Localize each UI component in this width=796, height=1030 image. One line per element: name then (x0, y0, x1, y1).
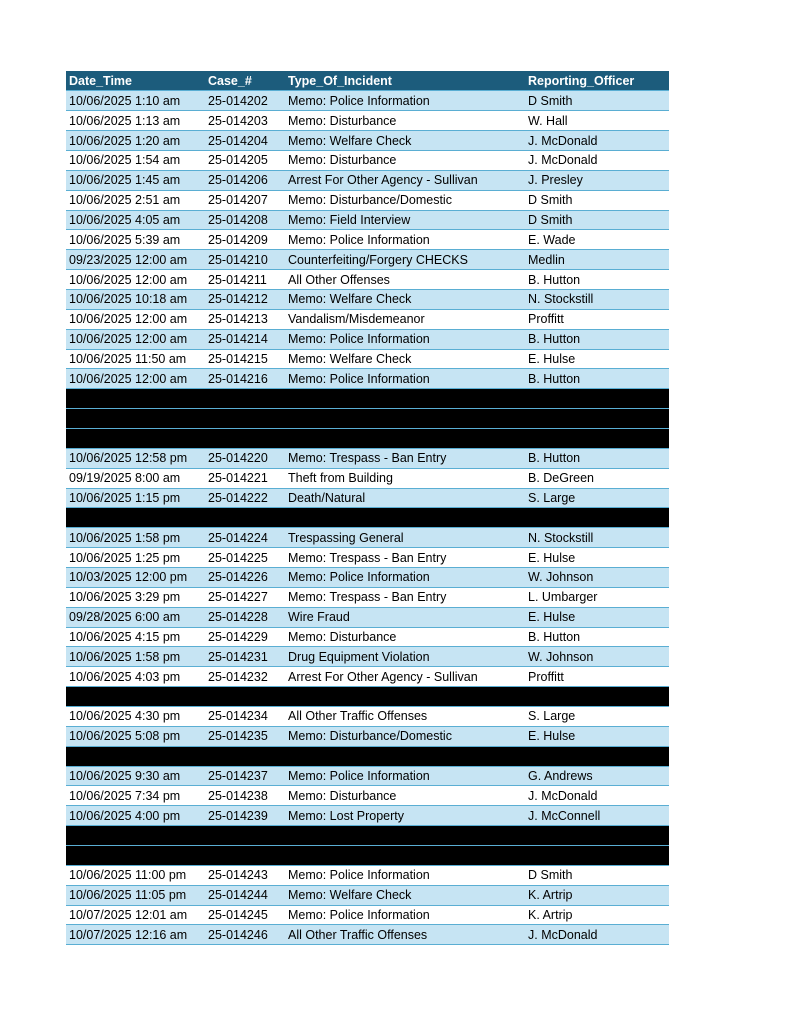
header-date-time: Date_Time (66, 71, 205, 91)
cell-type-of-incident: Memo: Welfare Check (285, 289, 525, 309)
cell-case-number: 25-014213 (205, 309, 285, 329)
cell-type-of-incident: Memo: Disturbance (285, 111, 525, 131)
cell-type-of-incident: Memo: Trespass - Ban Entry (285, 587, 525, 607)
cell-reporting-officer: S. Large (525, 488, 669, 508)
header-type-of-incident: Type_Of_Incident (285, 71, 525, 91)
cell-type-of-incident: Arrest For Other Agency - Sullivan (285, 170, 525, 190)
cell-type-of-incident: Memo: Welfare Check (285, 131, 525, 151)
redacted-cell (66, 687, 205, 707)
table-row (66, 587, 669, 607)
cell-type-of-incident: Arrest For Other Agency - Sullivan (285, 667, 525, 687)
redacted-row (66, 687, 669, 707)
cell-type-of-incident: Memo: Police Information (285, 329, 525, 349)
table-row (66, 607, 669, 627)
cell-date-time: 10/06/2025 5:39 am (66, 230, 205, 250)
cell-case-number: 25-014227 (205, 587, 285, 607)
table-row (66, 905, 669, 925)
cell-case-number: 25-014221 (205, 468, 285, 488)
cell-reporting-officer: N. Stockstill (525, 528, 669, 548)
redacted-cell (285, 826, 525, 846)
cell-type-of-incident: Trespassing General (285, 528, 525, 548)
cell-date-time: 10/06/2025 10:18 am (66, 289, 205, 309)
redacted-cell (66, 389, 205, 409)
redacted-cell (205, 826, 285, 846)
cell-reporting-officer: W. Johnson (525, 567, 669, 587)
cell-date-time: 10/06/2025 9:30 am (66, 766, 205, 786)
cell-case-number: 25-014211 (205, 270, 285, 290)
cell-date-time: 10/06/2025 12:00 am (66, 329, 205, 349)
table-row (66, 270, 669, 290)
cell-type-of-incident: Memo: Disturbance/Domestic (285, 726, 525, 746)
cell-date-time: 10/06/2025 5:08 pm (66, 726, 205, 746)
cell-type-of-incident: Memo: Trespass - Ban Entry (285, 548, 525, 568)
table-row (66, 925, 669, 945)
table-row (66, 865, 669, 885)
cell-date-time: 10/06/2025 11:05 pm (66, 885, 205, 905)
redacted-cell (205, 746, 285, 766)
cell-case-number: 25-014246 (205, 925, 285, 945)
table-row (66, 528, 669, 548)
cell-case-number: 25-014229 (205, 627, 285, 647)
cell-case-number: 25-014208 (205, 210, 285, 230)
cell-case-number: 25-014237 (205, 766, 285, 786)
cell-reporting-officer: B. Hutton (525, 448, 669, 468)
cell-reporting-officer: Proffitt (525, 309, 669, 329)
cell-type-of-incident: Memo: Disturbance (285, 786, 525, 806)
table-row (66, 150, 669, 170)
table-row (66, 627, 669, 647)
redacted-row (66, 508, 669, 528)
redacted-row (66, 746, 669, 766)
cell-reporting-officer: L. Umbarger (525, 587, 669, 607)
cell-case-number: 25-014234 (205, 707, 285, 727)
table-row (66, 190, 669, 210)
cell-date-time: 10/06/2025 4:30 pm (66, 707, 205, 727)
cell-date-time: 10/06/2025 1:20 am (66, 131, 205, 151)
redacted-cell (285, 746, 525, 766)
cell-date-time: 10/06/2025 4:03 pm (66, 667, 205, 687)
header-case-number: Case_# (205, 71, 285, 91)
cell-reporting-officer: E. Hulse (525, 548, 669, 568)
cell-type-of-incident: Memo: Disturbance/Domestic (285, 190, 525, 210)
redacted-cell (285, 389, 525, 409)
cell-reporting-officer: K. Artrip (525, 885, 669, 905)
cell-case-number: 25-014210 (205, 250, 285, 270)
cell-type-of-incident: Drug Equipment Violation (285, 647, 525, 667)
redacted-cell (205, 687, 285, 707)
redacted-cell (205, 389, 285, 409)
cell-case-number: 25-014209 (205, 230, 285, 250)
table-row (66, 766, 669, 786)
cell-type-of-incident: Memo: Disturbance (285, 150, 525, 170)
cell-case-number: 25-014245 (205, 905, 285, 925)
cell-date-time: 10/06/2025 3:29 pm (66, 587, 205, 607)
redacted-cell (66, 508, 205, 528)
redacted-cell (285, 428, 525, 448)
cell-date-time: 10/06/2025 1:25 pm (66, 548, 205, 568)
redacted-cell (66, 746, 205, 766)
redacted-cell (66, 409, 205, 429)
cell-reporting-officer: Medlin (525, 250, 669, 270)
redacted-cell (205, 409, 285, 429)
table-row (66, 786, 669, 806)
cell-date-time: 10/06/2025 2:51 am (66, 190, 205, 210)
cell-reporting-officer: S. Large (525, 707, 669, 727)
cell-reporting-officer: J. McDonald (525, 786, 669, 806)
cell-reporting-officer: J. Presley (525, 170, 669, 190)
cell-case-number: 25-014225 (205, 548, 285, 568)
cell-case-number: 25-014212 (205, 289, 285, 309)
table-row (66, 230, 669, 250)
table-row (66, 91, 669, 111)
cell-reporting-officer: J. McDonald (525, 150, 669, 170)
redacted-cell (525, 846, 669, 866)
table-row (66, 349, 669, 369)
cell-reporting-officer: E. Hulse (525, 726, 669, 746)
cell-case-number: 25-014203 (205, 111, 285, 131)
cell-type-of-incident: Memo: Disturbance (285, 627, 525, 647)
table-row (66, 131, 669, 151)
cell-type-of-incident: Memo: Police Information (285, 567, 525, 587)
cell-reporting-officer: E. Wade (525, 230, 669, 250)
cell-reporting-officer: J. McDonald (525, 925, 669, 945)
table-row (66, 170, 669, 190)
header-row (66, 71, 669, 91)
cell-case-number: 25-014216 (205, 369, 285, 389)
cell-type-of-incident: Memo: Police Information (285, 230, 525, 250)
table-row (66, 289, 669, 309)
cell-reporting-officer: B. Hutton (525, 369, 669, 389)
cell-date-time: 10/03/2025 12:00 pm (66, 567, 205, 587)
cell-case-number: 25-014207 (205, 190, 285, 210)
cell-reporting-officer: B. Hutton (525, 270, 669, 290)
cell-reporting-officer: Proffitt (525, 667, 669, 687)
cell-date-time: 10/06/2025 11:00 pm (66, 865, 205, 885)
cell-type-of-incident: All Other Traffic Offenses (285, 707, 525, 727)
redacted-cell (66, 428, 205, 448)
cell-type-of-incident: Counterfeiting/Forgery CHECKS (285, 250, 525, 270)
table-row (66, 806, 669, 826)
cell-case-number: 25-014239 (205, 806, 285, 826)
table-row (66, 448, 669, 468)
cell-case-number: 25-014214 (205, 329, 285, 349)
cell-reporting-officer: D Smith (525, 190, 669, 210)
cell-case-number: 25-014202 (205, 91, 285, 111)
cell-date-time: 10/07/2025 12:16 am (66, 925, 205, 945)
table-row (66, 885, 669, 905)
table-row (66, 548, 669, 568)
redacted-cell (205, 508, 285, 528)
redacted-cell (525, 389, 669, 409)
cell-type-of-incident: All Other Traffic Offenses (285, 925, 525, 945)
cell-reporting-officer: G. Andrews (525, 766, 669, 786)
cell-date-time: 10/06/2025 1:58 pm (66, 528, 205, 548)
cell-date-time: 10/06/2025 12:00 am (66, 309, 205, 329)
cell-case-number: 25-014226 (205, 567, 285, 587)
table-row (66, 329, 669, 349)
cell-case-number: 25-014231 (205, 647, 285, 667)
cell-reporting-officer: D Smith (525, 865, 669, 885)
cell-date-time: 10/06/2025 4:15 pm (66, 627, 205, 647)
cell-date-time: 10/06/2025 7:34 pm (66, 786, 205, 806)
cell-case-number: 25-014222 (205, 488, 285, 508)
redacted-cell (285, 409, 525, 429)
cell-case-number: 25-014206 (205, 170, 285, 190)
cell-date-time: 09/23/2025 12:00 am (66, 250, 205, 270)
cell-type-of-incident: Memo: Police Information (285, 369, 525, 389)
redacted-cell (205, 846, 285, 866)
cell-case-number: 25-014235 (205, 726, 285, 746)
cell-date-time: 09/28/2025 6:00 am (66, 607, 205, 627)
table-row (66, 210, 669, 230)
cell-case-number: 25-014232 (205, 667, 285, 687)
redacted-cell (525, 508, 669, 528)
cell-case-number: 25-014243 (205, 865, 285, 885)
cell-type-of-incident: Memo: Lost Property (285, 806, 525, 826)
table-row (66, 567, 669, 587)
cell-type-of-incident: Theft from Building (285, 468, 525, 488)
redacted-cell (66, 846, 205, 866)
table-row (66, 707, 669, 727)
cell-type-of-incident: Memo: Welfare Check (285, 885, 525, 905)
cell-type-of-incident: Vandalism/Misdemeanor (285, 309, 525, 329)
table-row (66, 667, 669, 687)
cell-reporting-officer: W. Hall (525, 111, 669, 131)
cell-reporting-officer: E. Hulse (525, 349, 669, 369)
redacted-cell (285, 687, 525, 707)
cell-date-time: 10/06/2025 12:00 am (66, 369, 205, 389)
cell-type-of-incident: All Other Offenses (285, 270, 525, 290)
redacted-cell (525, 428, 669, 448)
cell-date-time: 10/06/2025 4:05 am (66, 210, 205, 230)
cell-reporting-officer: D Smith (525, 91, 669, 111)
redacted-row (66, 409, 669, 429)
cell-date-time: 10/06/2025 4:00 pm (66, 806, 205, 826)
redacted-cell (525, 687, 669, 707)
cell-reporting-officer: J. McConnell (525, 806, 669, 826)
redacted-row (66, 826, 669, 846)
cell-date-time: 10/06/2025 1:10 am (66, 91, 205, 111)
cell-type-of-incident: Memo: Trespass - Ban Entry (285, 448, 525, 468)
cell-type-of-incident: Memo: Police Information (285, 766, 525, 786)
cell-date-time: 10/06/2025 12:58 pm (66, 448, 205, 468)
cell-date-time: 10/06/2025 12:00 am (66, 270, 205, 290)
table-row (66, 369, 669, 389)
table-row (66, 488, 669, 508)
table-row (66, 250, 669, 270)
cell-date-time: 09/19/2025 8:00 am (66, 468, 205, 488)
cell-case-number: 25-014205 (205, 150, 285, 170)
cell-case-number: 25-014228 (205, 607, 285, 627)
cell-case-number: 25-014224 (205, 528, 285, 548)
redacted-cell (205, 428, 285, 448)
table-body (66, 91, 669, 945)
cell-date-time: 10/06/2025 1:15 pm (66, 488, 205, 508)
redacted-row (66, 428, 669, 448)
redacted-row (66, 389, 669, 409)
redacted-cell (525, 746, 669, 766)
redacted-row (66, 846, 669, 866)
cell-type-of-incident: Wire Fraud (285, 607, 525, 627)
cell-type-of-incident: Memo: Police Information (285, 91, 525, 111)
cell-reporting-officer: N. Stockstill (525, 289, 669, 309)
header-reporting-officer: Reporting_Officer (525, 71, 669, 91)
cell-type-of-incident: Memo: Field Interview (285, 210, 525, 230)
cell-case-number: 25-014244 (205, 885, 285, 905)
cell-case-number: 25-014215 (205, 349, 285, 369)
incident-log-table (66, 71, 669, 945)
cell-reporting-officer: W. Johnson (525, 647, 669, 667)
cell-date-time: 10/06/2025 11:50 am (66, 349, 205, 369)
cell-date-time: 10/06/2025 1:54 am (66, 150, 205, 170)
cell-type-of-incident: Memo: Police Information (285, 865, 525, 885)
cell-date-time: 10/06/2025 1:13 am (66, 111, 205, 131)
cell-reporting-officer: D Smith (525, 210, 669, 230)
redacted-cell (285, 846, 525, 866)
cell-reporting-officer: J. McDonald (525, 131, 669, 151)
cell-case-number: 25-014238 (205, 786, 285, 806)
table-row (66, 309, 669, 329)
cell-reporting-officer: B. Hutton (525, 329, 669, 349)
redacted-cell (525, 826, 669, 846)
cell-type-of-incident: Death/Natural (285, 488, 525, 508)
cell-reporting-officer: B. DeGreen (525, 468, 669, 488)
cell-reporting-officer: K. Artrip (525, 905, 669, 925)
table-row (66, 468, 669, 488)
cell-type-of-incident: Memo: Police Information (285, 905, 525, 925)
cell-reporting-officer: E. Hulse (525, 607, 669, 627)
redacted-cell (525, 409, 669, 429)
cell-date-time: 10/06/2025 1:58 pm (66, 647, 205, 667)
cell-type-of-incident: Memo: Welfare Check (285, 349, 525, 369)
table-row (66, 111, 669, 131)
redacted-cell (285, 508, 525, 528)
cell-reporting-officer: B. Hutton (525, 627, 669, 647)
cell-date-time: 10/06/2025 1:45 am (66, 170, 205, 190)
redacted-cell (66, 826, 205, 846)
cell-case-number: 25-014204 (205, 131, 285, 151)
cell-date-time: 10/07/2025 12:01 am (66, 905, 205, 925)
cell-case-number: 25-014220 (205, 448, 285, 468)
table-row (66, 647, 669, 667)
table-row (66, 726, 669, 746)
